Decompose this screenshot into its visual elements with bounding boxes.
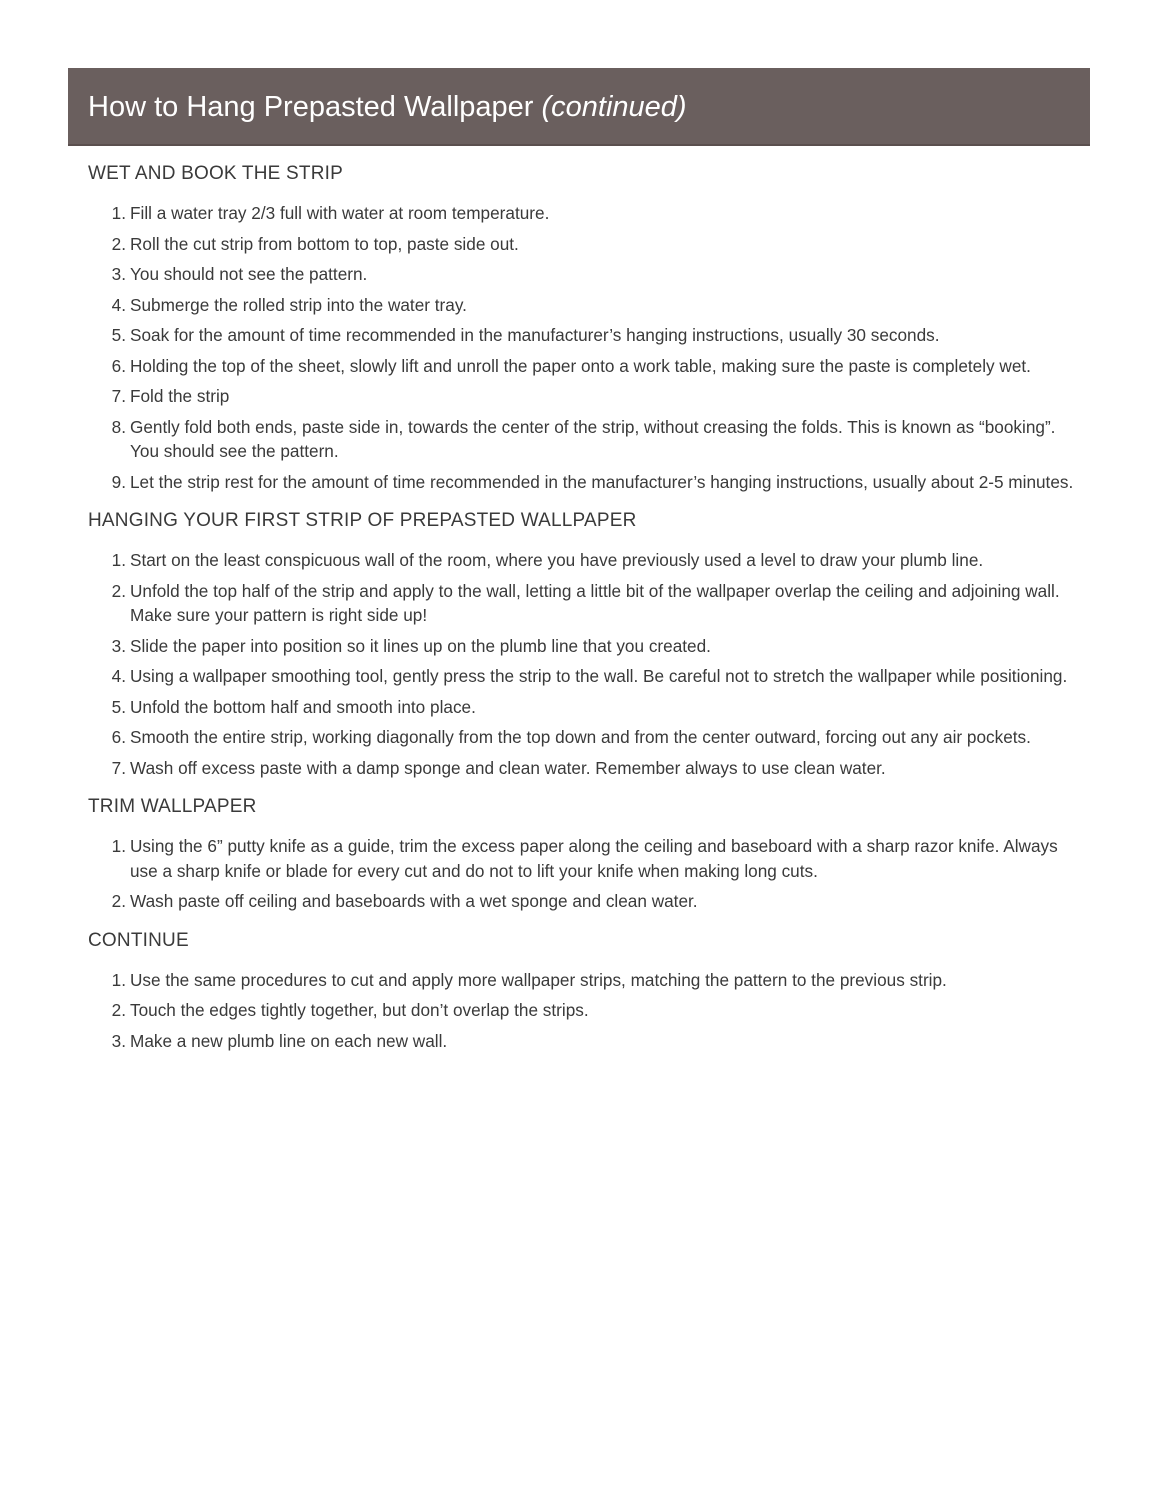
step-item xyxy=(88,756,1088,781)
step-number: 1. xyxy=(111,836,126,856)
step-item xyxy=(88,470,1088,495)
step-text: You should not see the pattern. xyxy=(130,264,368,284)
step-number: 1. xyxy=(111,550,126,570)
step-text: Soak for the amount of time recommended in the manufacturer’s hanging instructions, usually 30 seconds. xyxy=(130,325,940,345)
step-item xyxy=(88,579,1088,628)
step-item xyxy=(88,725,1088,750)
step-number: 7. xyxy=(111,386,126,406)
page-title-suffix: (continued) xyxy=(541,91,687,123)
step-text: Gently fold both ends, paste side in, towards the center of the strip, without creasing the folds. This is known as “booking”. You should see the pattern. xyxy=(130,416,1056,461)
instruction-section xyxy=(88,928,1088,1054)
step-number: 3. xyxy=(111,635,126,656)
step-number: 8. xyxy=(111,416,126,437)
step-number: 2. xyxy=(111,233,126,254)
instructions-body xyxy=(88,161,1088,1067)
step-item xyxy=(88,354,1088,379)
step-number: 4. xyxy=(111,666,126,686)
step-text: Wash off excess paste with a damp sponge and clean water. Remember always to use clean water. xyxy=(130,757,886,778)
page-title xyxy=(88,90,687,124)
step-item xyxy=(88,834,1088,883)
step-number: 9. xyxy=(111,471,126,492)
step-text: Wash paste off ceiling and baseboards with a wet sponge and clean water. xyxy=(130,891,698,911)
instruction-section xyxy=(88,161,1088,494)
step-number: 2. xyxy=(111,580,126,601)
page-title-main: How to Hang Prepasted Wallpaper xyxy=(88,91,534,123)
step-number: 1. xyxy=(111,969,126,990)
step-text: Using the 6” putty knife as a guide, trim the excess paper along the ceiling and baseboard with a sharp razor knife. Always use a sharp knife or blade for every cut and do not to lift your knife when making long cuts. xyxy=(130,836,1058,881)
step-number: 5. xyxy=(111,325,126,345)
step-item xyxy=(88,889,1088,914)
step-number: 7. xyxy=(111,757,126,778)
step-list xyxy=(88,201,1088,494)
instruction-section xyxy=(88,794,1088,914)
step-item xyxy=(88,634,1088,659)
step-number: 3. xyxy=(111,264,126,284)
step-item xyxy=(88,548,1088,573)
step-item xyxy=(88,262,1088,287)
title-banner xyxy=(68,68,1090,146)
step-text: Touch the edges tightly together, but don’t overlap the strips. xyxy=(130,1000,589,1020)
step-text: Unfold the top half of the strip and apply to the wall, letting a little bit of the wallpaper overlap the ceiling and adjoining wall. Make sure your pattern is right side up! xyxy=(130,580,1060,625)
step-text: Use the same procedures to cut and apply more wallpaper strips, matching the pattern to the previous strip. xyxy=(130,969,947,990)
step-item xyxy=(88,201,1088,226)
step-number: 6. xyxy=(111,355,126,376)
step-text: Slide the paper into position so it lines up on the plumb line that you created. xyxy=(130,635,711,656)
step-number: 2. xyxy=(111,1000,126,1020)
step-list xyxy=(88,834,1088,914)
step-item xyxy=(88,695,1088,720)
step-item xyxy=(88,323,1088,348)
section-heading: WET AND BOOK THE STRIP xyxy=(88,163,343,184)
step-number: 5. xyxy=(111,696,126,717)
step-item xyxy=(88,415,1088,464)
step-text: Make a new plumb line on each new wall. xyxy=(130,1030,448,1051)
step-item xyxy=(88,384,1088,409)
step-text: Smooth the entire strip, working diagonally from the top down and from the center outward, forcing out any air pockets. xyxy=(130,727,1031,747)
step-list xyxy=(88,968,1088,1054)
step-text: Submerge the rolled strip into the water tray. xyxy=(130,294,467,315)
step-item xyxy=(88,998,1088,1023)
step-number: 2. xyxy=(111,891,126,911)
step-text: Fold the strip xyxy=(130,386,230,406)
step-text: Unfold the bottom half and smooth into place. xyxy=(130,696,476,717)
step-number: 3. xyxy=(111,1030,126,1051)
step-item xyxy=(88,664,1088,689)
step-item xyxy=(88,232,1088,257)
step-text: Using a wallpaper smoothing tool, gently press the strip to the wall. Be careful not to stretch the wallpaper while positioning. xyxy=(130,666,1068,686)
step-list xyxy=(88,548,1088,780)
step-text: Fill a water tray 2/3 full with water at room temperature. xyxy=(130,203,550,223)
step-text: Holding the top of the sheet, slowly lift and unroll the paper onto a work table, making sure the paste is completely wet. xyxy=(130,355,1031,376)
section-heading: CONTINUE xyxy=(88,929,189,951)
step-text: Start on the least conspicuous wall of the room, where you have previously used a level to draw your plumb line. xyxy=(130,550,984,570)
step-item xyxy=(88,968,1088,993)
instruction-section xyxy=(88,508,1088,780)
section-heading: TRIM WALLPAPER xyxy=(88,796,257,817)
step-number: 6. xyxy=(111,727,126,747)
step-number: 1. xyxy=(111,203,126,223)
step-item xyxy=(88,293,1088,318)
section-heading: HANGING YOUR FIRST STRIP OF PREPASTED WALLPAPER xyxy=(88,510,637,531)
step-item xyxy=(88,1029,1088,1054)
step-number: 4. xyxy=(111,294,126,315)
step-text: Roll the cut strip from bottom to top, paste side out. xyxy=(130,233,519,254)
step-text: Let the strip rest for the amount of time recommended in the manufacturer’s hanging instructions, usually about 2-5 minutes. xyxy=(130,471,1074,492)
